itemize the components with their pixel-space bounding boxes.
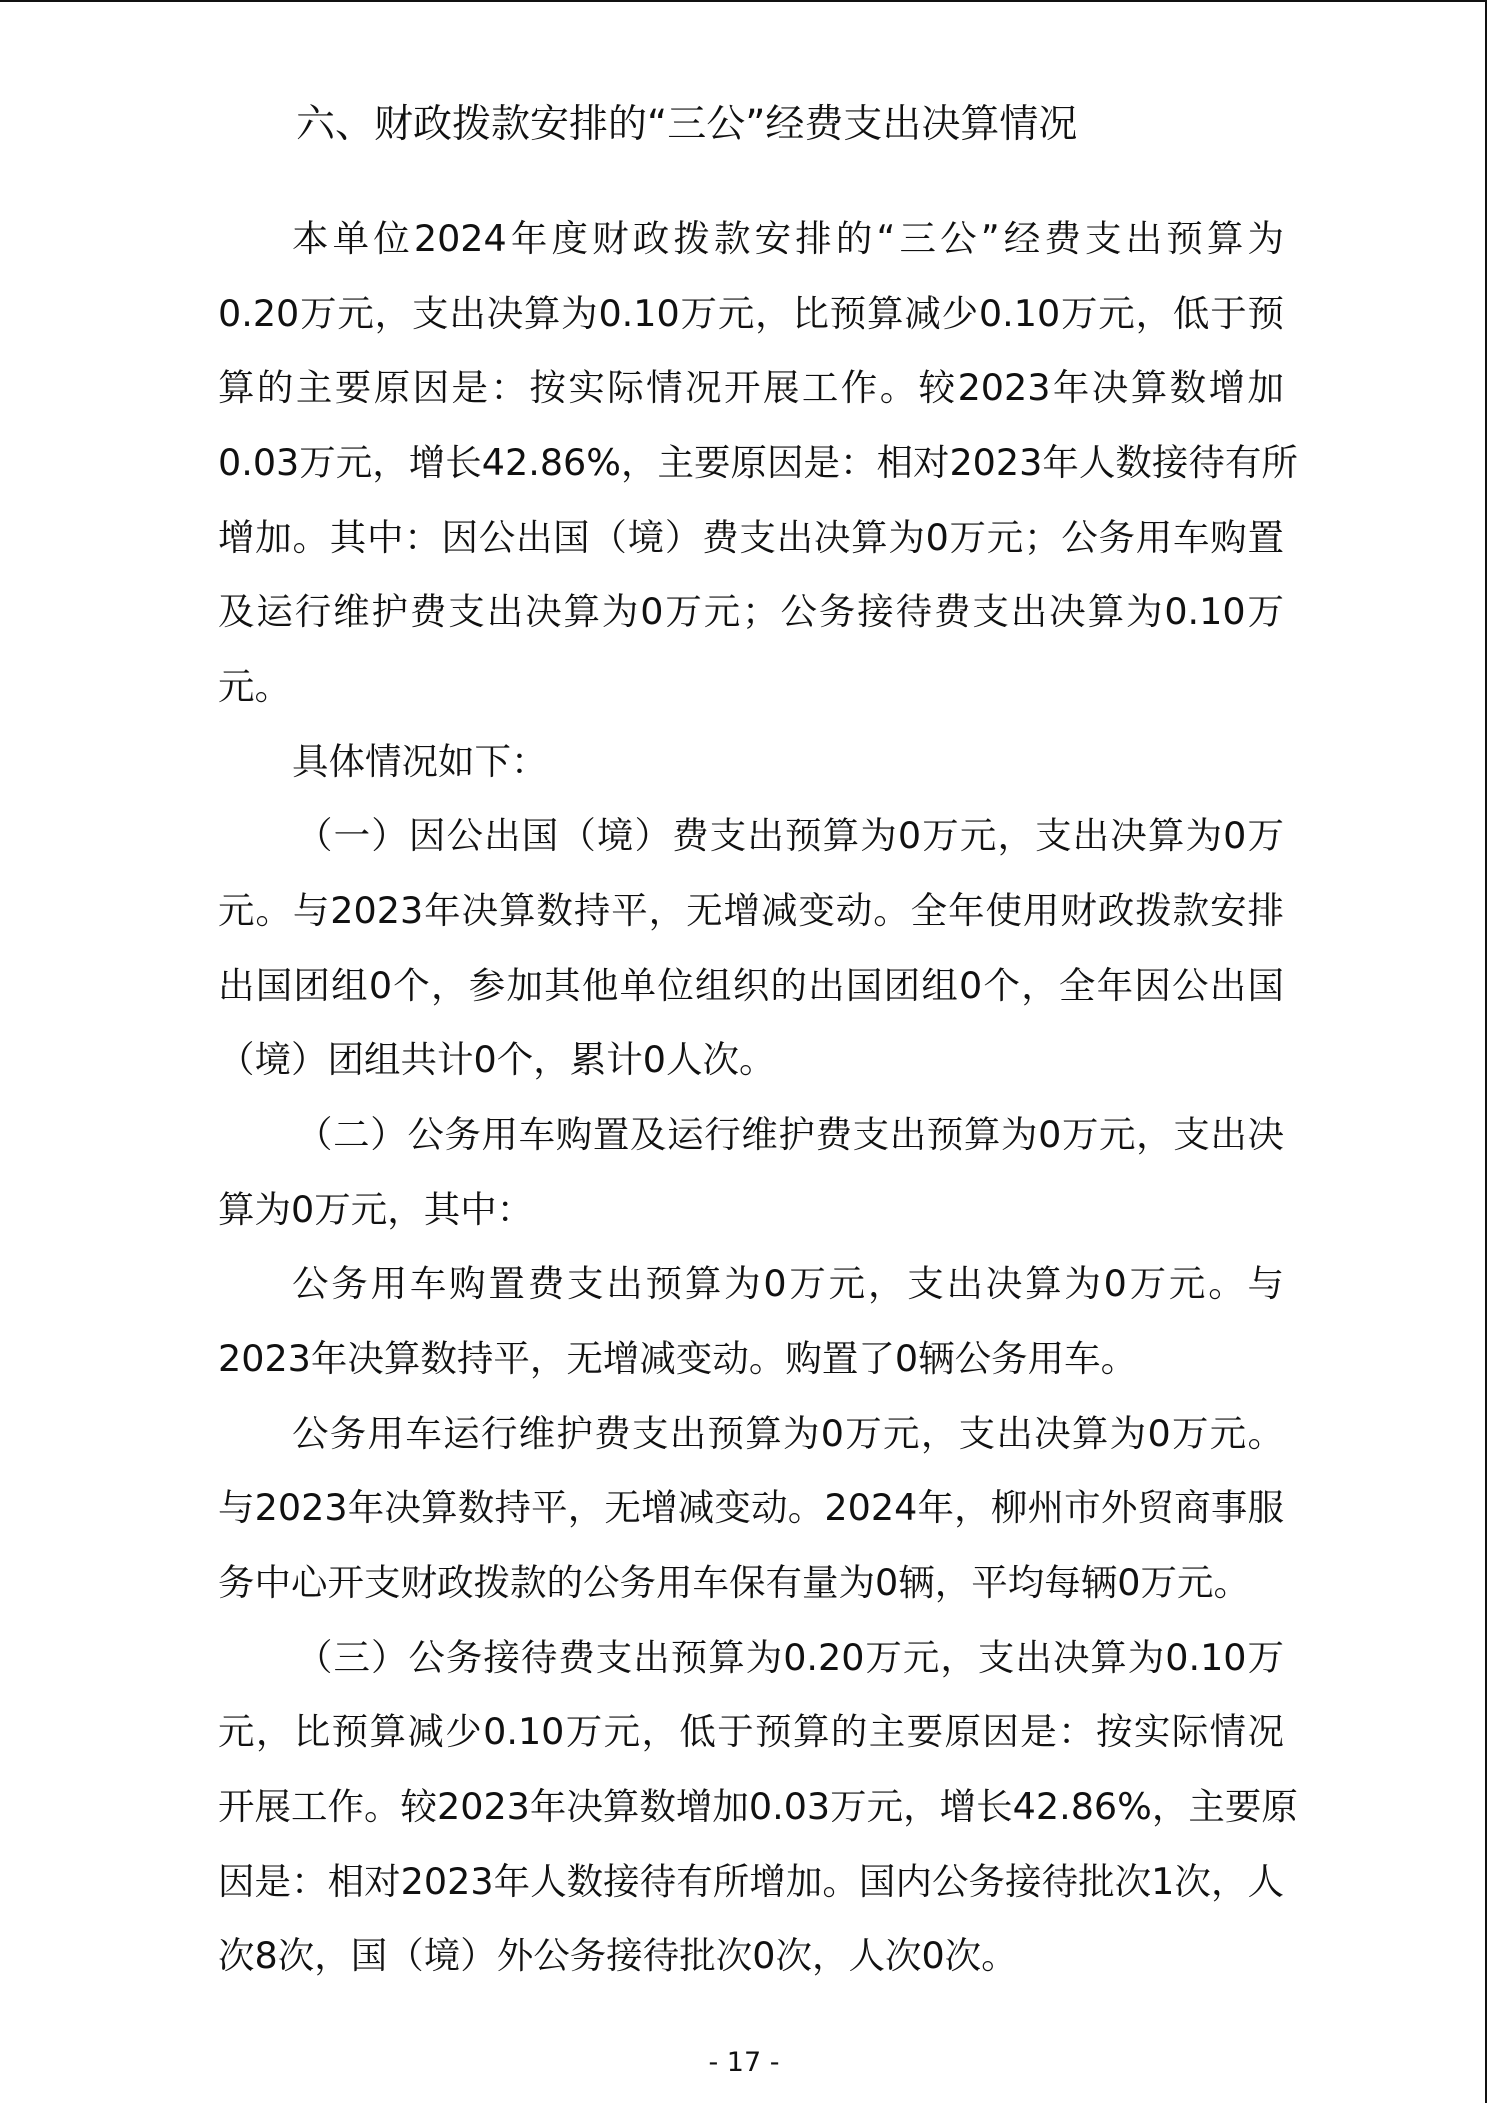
paragraph-line: 具体情况如下：	[292, 740, 548, 783]
paragraph-line: 0.20万元，支出决算为0.10万元，比预算减少0.10万元，低于预	[218, 292, 1284, 335]
paragraph-line: （境）团组共计0个，累计0人次。	[218, 1038, 776, 1081]
paragraph-line: 2023年决算数持平，无增减变动。购置了0辆公务用车。	[218, 1337, 1138, 1380]
paragraph-line: 公务用车运行维护费支出预算为0万元，支出决算为0万元。	[292, 1412, 1284, 1455]
page-number: - 17 -	[708, 2047, 780, 2078]
paragraph-line: 本单位2024年度财政拨款安排的“三公”经费支出预算为	[292, 217, 1284, 260]
paragraph-line: 公务用车购置费支出预算为0万元，支出决算为0万元。与	[292, 1262, 1284, 1305]
paragraph-line: 元。与2023年决算数持平，无增减变动。全年使用财政拨款安排	[218, 889, 1284, 932]
paragraph-line: 算为0万元，其中：	[218, 1188, 534, 1231]
paragraph-line: 及运行维护费支出决算为0万元；公务接待费支出决算为0.10万	[218, 590, 1284, 633]
paragraph-line: 与2023年决算数持平，无增减变动。2024年，柳州市外贸商事服	[218, 1486, 1284, 1529]
paragraph-line: 出国团组0个，参加其他单位组织的出国团组0个，全年因公出国	[218, 964, 1284, 1007]
paragraph-line: （三）公务接待费支出预算为0.20万元，支出决算为0.10万	[296, 1636, 1284, 1679]
paragraph-line: 元，比预算减少0.10万元，低于预算的主要原因是：按实际情况	[218, 1710, 1284, 1753]
paragraph-line: 次8次，国（境）外公务接待批次0次，人次0次。	[218, 1934, 1018, 1977]
paragraph-line: 增加。其中：因公出国（境）费支出决算为0万元；公务用车购置	[218, 516, 1284, 559]
paragraph-line: 元。	[218, 665, 291, 708]
paragraph-line: 算的主要原因是：按实际情况开展工作。较2023年决算数增加	[218, 366, 1284, 409]
section-heading: 六、财政拨款安排的“三公”经费支出决算情况	[296, 102, 1078, 147]
paragraph-line: 开展工作。较2023年决算数增加0.03万元，增长42.86%，主要原	[218, 1785, 1298, 1828]
paragraph-line: 0.03万元，增长42.86%，主要原因是：相对2023年人数接待有所	[218, 441, 1298, 484]
paragraph-line: 因是：相对2023年人数接待有所增加。国内公务接待批次1次，人	[218, 1860, 1284, 1903]
paragraph-line: （一）因公出国（境）费支出预算为0万元，支出决算为0万	[296, 814, 1284, 857]
paragraph-line: 务中心开支财政拨款的公务用车保有量为0辆，平均每辆0万元。	[218, 1561, 1250, 1604]
paragraph-line: （二）公务用车购置及运行维护费支出预算为0万元，支出决	[296, 1113, 1284, 1156]
